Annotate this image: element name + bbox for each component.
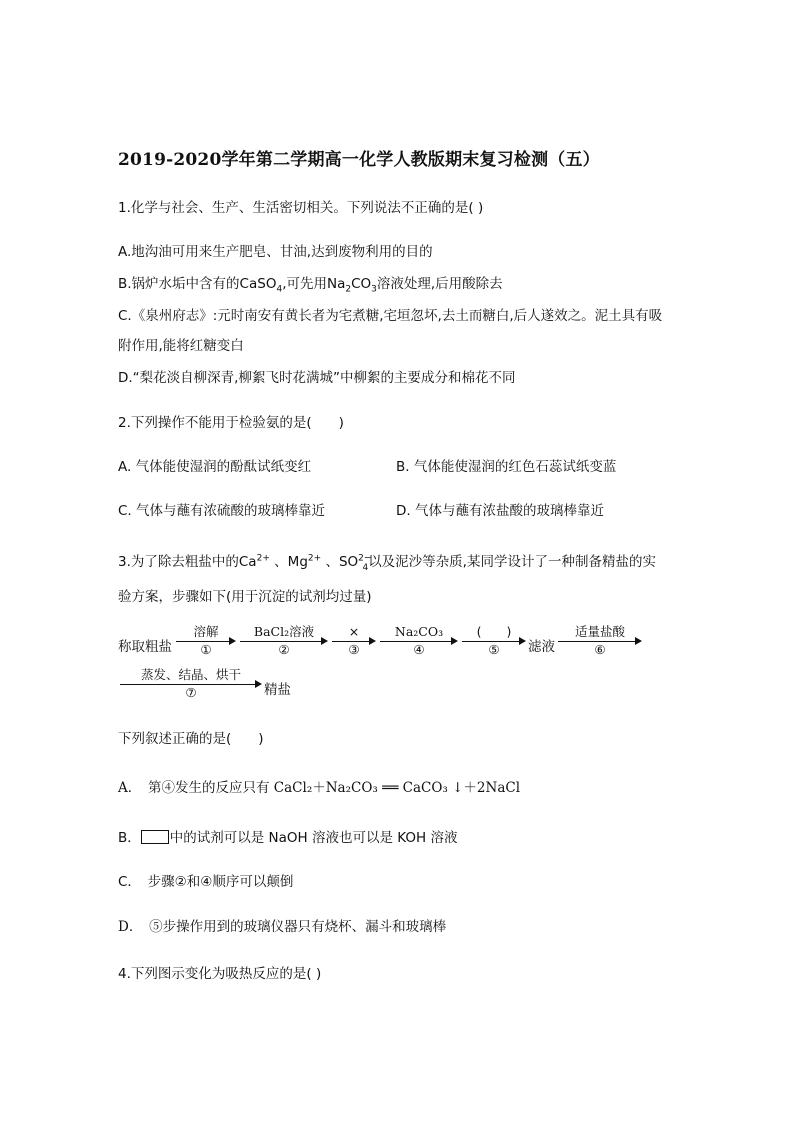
- q3-option-a: [118, 776, 520, 796]
- flow-arrow-6-num: ⑥: [594, 642, 606, 657]
- flow-arrow-7-label: 蒸发、结晶、烘干: [140, 667, 241, 682]
- q3-stem-text-3: 、SO: [321, 554, 359, 570]
- q3-so-sub: 4: [362, 562, 369, 573]
- q2-option-b: B. 气体能使湿润的红色石蕊试纸变蓝: [396, 459, 617, 475]
- flow-arrow-3-num: ③: [348, 642, 360, 657]
- flow-arrow-5-num: ⑤: [488, 642, 500, 657]
- q3-ask: 下列叙述正确的是( ): [118, 731, 264, 747]
- flow-arrow-4-label: Na₂CO₃: [394, 624, 444, 639]
- q1-option-c-line1: C.《泉州府志》:元时南安有黄长者为宅煮糖,宅垣忽坏,去土而糖白,后人遂效之。泥土具有吸: [118, 308, 663, 324]
- q1-b-text-4: 溶液处理,后用酸除去: [376, 276, 503, 292]
- flow-end: 精盐: [264, 682, 291, 698]
- q2-option-c: C. 气体与蘸有浓硫酸的玻璃棒靠近: [118, 503, 326, 519]
- q1-b-sub-1: 4: [276, 284, 283, 295]
- q3-stem-text-4: 以及泥沙等杂质,某同学设计了一种制备精盐的实: [368, 554, 656, 570]
- flow-arrow-1-label: 溶解: [193, 624, 219, 639]
- flow-arrow-5: [462, 624, 526, 657]
- flow-arrow-7: [120, 667, 262, 700]
- q4-stem: 4.下列图示变化为吸热反应的是( ): [118, 966, 322, 982]
- page-title: 2019-2020学年第二学期高一化学人教版期末复习检测（五）: [118, 150, 600, 170]
- flow-arrow-3-label: ×: [348, 624, 360, 639]
- flow-arrow-3: [332, 624, 376, 657]
- q1-b-text-2: ,可先用Na: [282, 276, 346, 292]
- q3-stem-line1: [118, 550, 656, 573]
- flow-arrow-6-label: 适量盐酸: [574, 624, 625, 639]
- q3-option-b: [118, 826, 457, 846]
- flow-arrow-2-label: BaCl₂溶液: [253, 624, 315, 639]
- q1-option-a: A.地沟油可用来生产肥皂、甘油,达到废物利用的目的: [118, 244, 433, 260]
- q1-option-d: D.“梨花淡自柳深青,柳絮飞时花满城”中柳絮的主要成分和棉花不同: [118, 370, 516, 386]
- flow-arrow-4: [380, 624, 458, 657]
- q1-stem: 1.化学与社会、生产、生活密切相关。下列说法不正确的是( ): [118, 200, 484, 216]
- q1-b-text-3: CO: [351, 276, 372, 292]
- q3-stem-line2: 验方案，步骤如下(用于沉淀的试剂均过量): [118, 589, 372, 605]
- q3-option-d: [118, 915, 446, 935]
- q3-ca-charge: 2+: [256, 553, 270, 564]
- flow-arrow-2-num: ②: [278, 642, 290, 657]
- flow-arrow-2: [240, 624, 328, 657]
- blank-box: [141, 830, 169, 844]
- flow-arrow-5-label: ( ): [476, 624, 512, 639]
- flow-start: 称取粗盐: [118, 639, 172, 655]
- q3-option-c: C． 步骤②和④顺序可以颠倒: [118, 874, 294, 890]
- q3-option-b-letter: B．: [118, 830, 141, 846]
- q3-mg-charge: 2+: [307, 553, 322, 564]
- q2-option-a: A. 气体能使湿润的酚酞试纸变红: [118, 459, 312, 475]
- q3-option-a-text: A． 第④发生的反应只有 CaCl₂＋Na₂CO₃ ══ CaCO₃ ↓＋2NaCl: [118, 780, 521, 796]
- q1-option-b: [118, 272, 503, 295]
- q3-so-charge: 2−: [358, 553, 372, 564]
- q3-stem-text-2: 、Mg: [269, 554, 308, 570]
- q3-option-d-text: D． ⑤步操作用到的玻璃仪器只有烧杯、漏斗和玻璃棒: [118, 919, 447, 935]
- flow-filtrate: 滤液: [528, 639, 555, 655]
- q1-b-text-1: B.锅炉水垢中含有的CaSO: [118, 276, 277, 292]
- q1-b-sub-3: 3: [371, 284, 377, 295]
- q1-option-c-line2: 附作用,能将红糖变白: [118, 338, 244, 354]
- q3-stem-text-1: 3.为了除去粗盐中的Ca: [118, 554, 257, 570]
- q1-b-sub-2: 2: [345, 284, 352, 295]
- flow-arrow-1-num: ①: [200, 642, 212, 657]
- flow-arrow-4-num: ④: [413, 642, 425, 657]
- q2-stem: 2.下列操作不能用于检验氨的是( ): [118, 415, 344, 431]
- flow-arrow-7-num: ⑦: [185, 685, 197, 700]
- q3-option-b-text: 中的试剂可以是 NaOH 溶液也可以是 KOH 溶液: [169, 830, 458, 846]
- flow-arrow-6: [558, 624, 642, 657]
- flow-arrow-1: [176, 624, 236, 657]
- q2-option-d: D. 气体与蘸有浓盐酸的玻璃棒靠近: [396, 503, 604, 519]
